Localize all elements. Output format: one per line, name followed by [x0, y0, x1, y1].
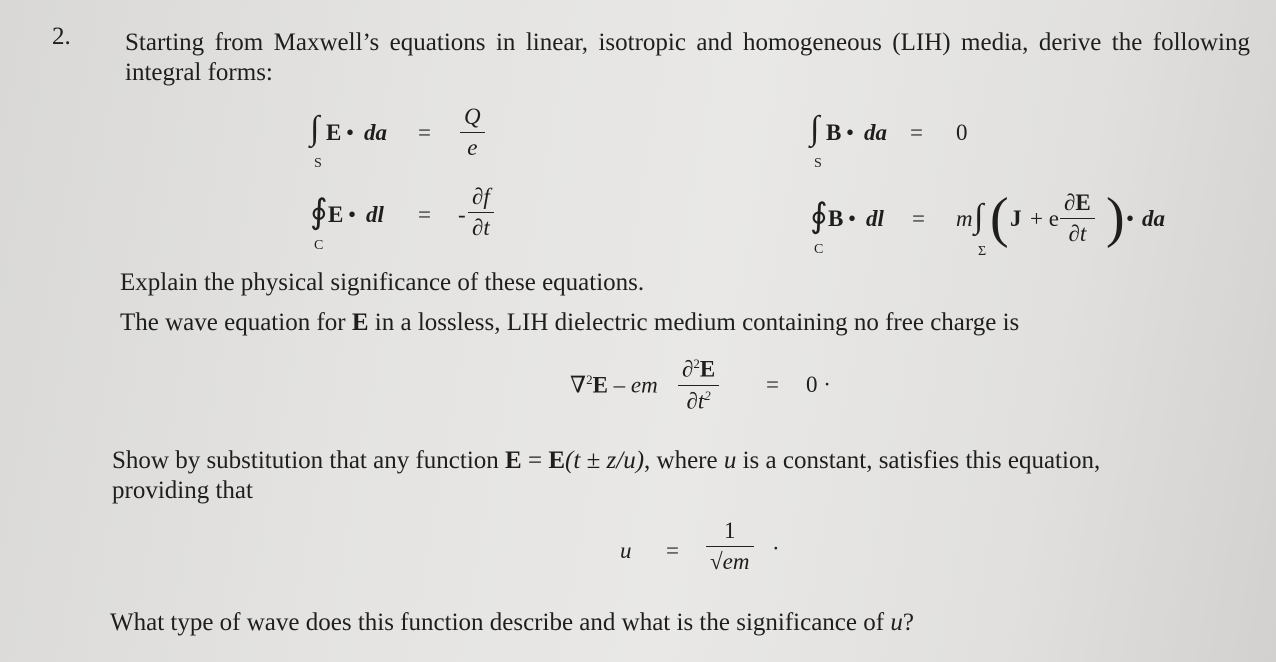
- wave-intro-text-a: The wave equation for: [120, 309, 352, 336]
- speed-u: u: [620, 538, 632, 563]
- fraction-numerator: ∂f: [468, 184, 494, 213]
- line-element: dl: [366, 202, 384, 227]
- explain-line: Explain the physical significance of these equations.: [120, 269, 645, 296]
- field-e: E: [328, 202, 344, 227]
- area-element: da: [364, 120, 387, 145]
- fraction-denominator: ∂t: [1068, 221, 1087, 246]
- wave-intro-field-e: E: [351, 309, 369, 336]
- current-density-j: J: [1010, 206, 1022, 231]
- area-element: da: [1142, 206, 1165, 231]
- wave-intro-text-b: in a lossless, LIH dielectric medium containing no free charge is: [368, 309, 1020, 336]
- fraction-denominator: $\partial t^2$: [686, 387, 711, 414]
- line-element: dl: [866, 206, 884, 231]
- fraction: [460, 104, 485, 161]
- field-b: B: [826, 120, 842, 145]
- laplacian: ∇$^2$E – em: [570, 372, 658, 398]
- second-derivative-fraction: [678, 356, 719, 414]
- fraction-denominator: e: [467, 135, 478, 160]
- fraction-numerator: 1: [706, 518, 754, 547]
- surface-integral-symbol: ∫: [974, 198, 984, 235]
- contour-integral-symbol: ∮: [310, 194, 328, 231]
- area-element: da: [864, 120, 887, 145]
- permeability-m: m: [956, 206, 973, 231]
- fraction: [468, 184, 494, 241]
- final-question: What type of wave does this function describe and what is the significance of u?: [110, 609, 914, 636]
- dot-operator: •: [846, 120, 855, 145]
- fraction-numerator: ∂$^2$E: [678, 356, 719, 386]
- field-e: E: [326, 120, 342, 145]
- rhs-zero: 0 ·: [806, 372, 831, 397]
- fraction-denominator: √em: [710, 549, 750, 574]
- fraction: [1060, 190, 1095, 247]
- equals-sign: =: [418, 202, 431, 227]
- integral-symbol: ∫: [310, 110, 320, 147]
- field-b: B: [828, 206, 844, 231]
- close-paren: ): [1106, 187, 1125, 249]
- fraction: [706, 518, 754, 575]
- rhs-zero: 0: [956, 120, 968, 145]
- intro-paragraph: Starting from Maxwell’s equations in linear, isotropic and homogeneous (LIH) media, derive the following integral forms:: [125, 29, 1250, 86]
- equals-sign: =: [418, 120, 431, 145]
- trailing-dot: ·: [772, 536, 780, 561]
- equals-sign: =: [666, 538, 679, 563]
- equals-sign: =: [910, 120, 923, 145]
- providing-line: providing that: [112, 477, 253, 504]
- integral-lower-limit: S: [314, 156, 322, 171]
- integral-symbol: ∫: [810, 110, 820, 147]
- fraction-denominator: ∂t: [472, 215, 490, 240]
- wave-intro-line: [120, 308, 1019, 338]
- dot-operator: •: [348, 202, 357, 227]
- dot-operator: •: [848, 206, 857, 231]
- substitution-paragraph: Show by substitution that any function E = E(t ± z/u), where u is a constant, satisfies this equation,: [112, 447, 1101, 474]
- fraction-numerator: ∂E: [1060, 190, 1095, 219]
- integral-lower-limit: C: [314, 238, 324, 253]
- minus-sign: -: [458, 202, 466, 227]
- dot-operator: •: [1126, 206, 1135, 231]
- dot-operator: •: [346, 120, 355, 145]
- equals-sign: =: [766, 372, 779, 397]
- open-paren: (: [990, 187, 1009, 249]
- contour-integral-symbol: ∮: [810, 198, 828, 235]
- equals-sign: =: [912, 206, 925, 231]
- integral-lower-limit: C: [814, 242, 824, 257]
- fraction-numerator: Q: [460, 104, 485, 133]
- question-number: 2.: [52, 23, 71, 50]
- integral-lower-limit: S: [814, 156, 822, 171]
- plus-e: + e: [1030, 206, 1059, 231]
- surface-lower-limit: Σ: [978, 244, 987, 259]
